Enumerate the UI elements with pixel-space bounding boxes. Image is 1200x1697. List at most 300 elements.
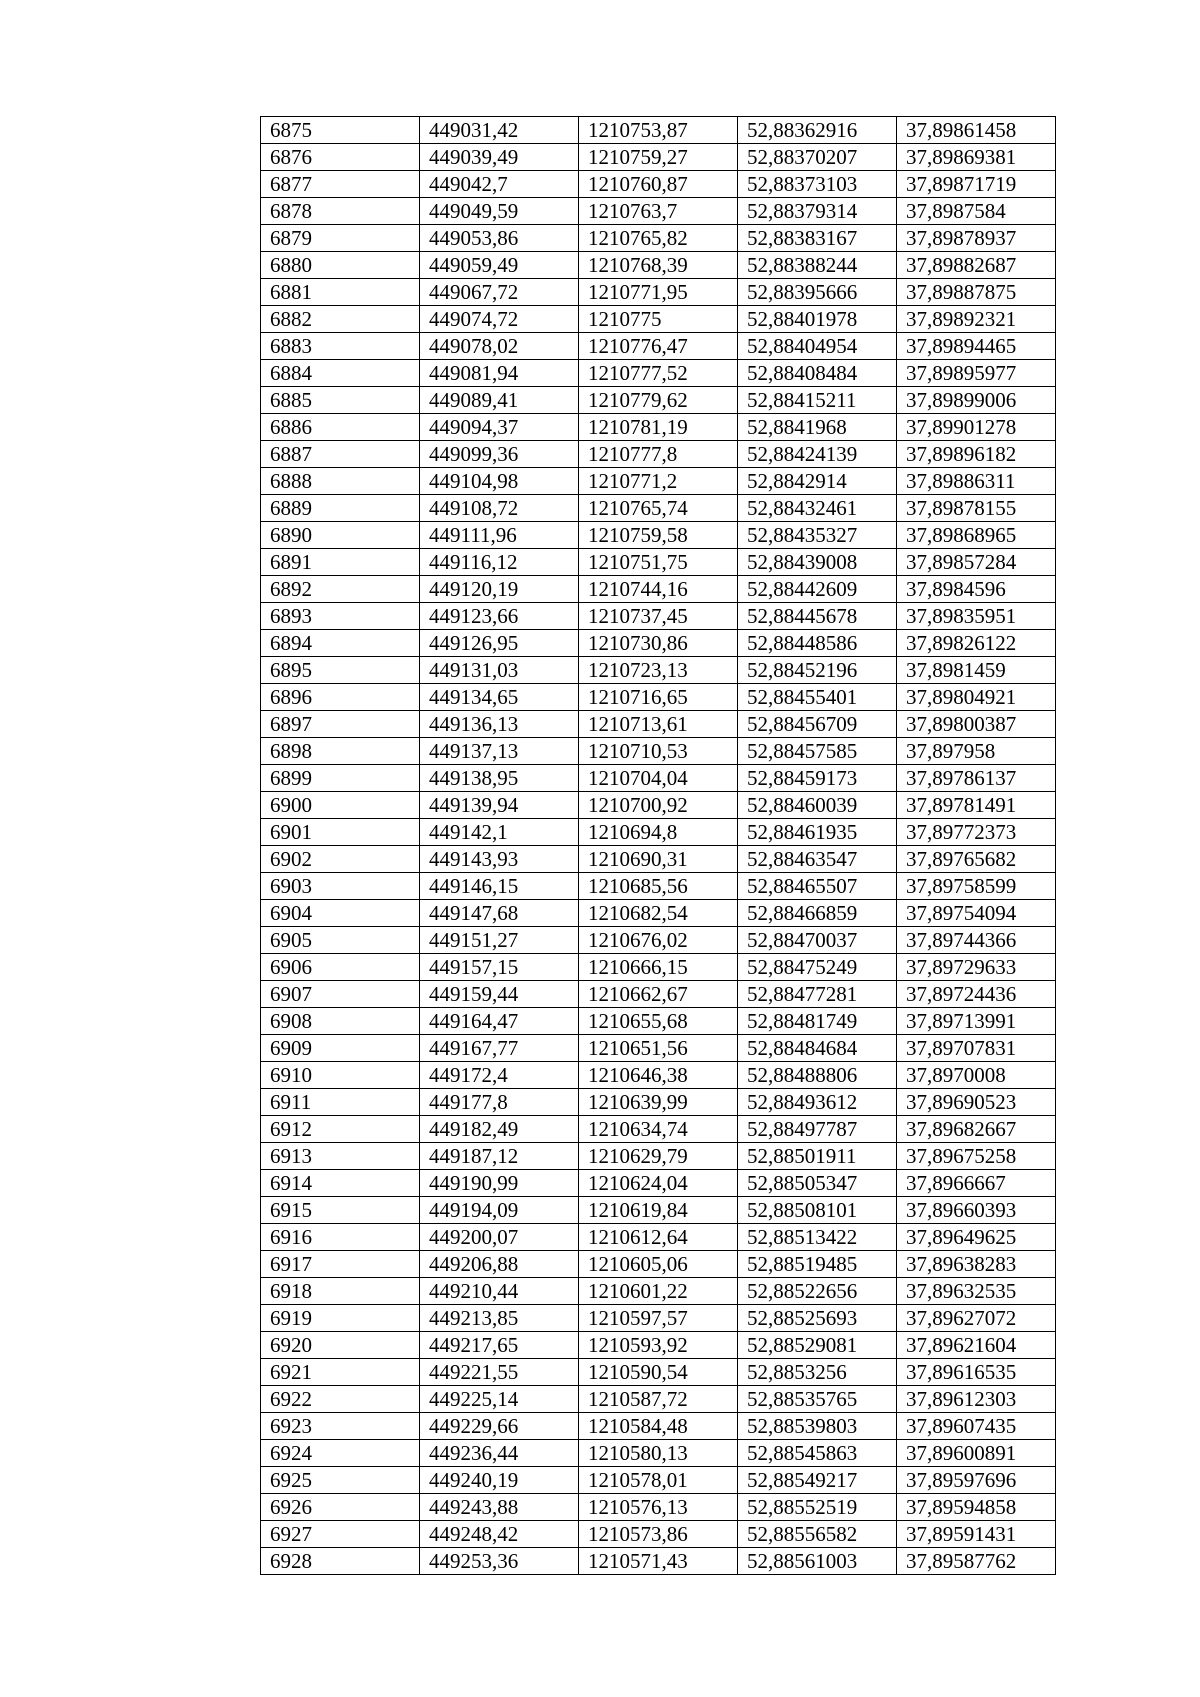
latitude-cell: 52,88529081 (738, 1332, 897, 1359)
longitude-cell: 37,8966667 (897, 1170, 1056, 1197)
point-number-cell: 6909 (261, 1035, 420, 1062)
latitude-cell: 52,88513422 (738, 1224, 897, 1251)
y-coordinate-cell: 1210763,7 (579, 198, 738, 225)
x-coordinate-cell: 449104,98 (420, 468, 579, 495)
point-number-cell: 6884 (261, 360, 420, 387)
longitude-cell: 37,89772373 (897, 819, 1056, 846)
point-number-cell: 6906 (261, 954, 420, 981)
table-row (261, 1305, 1056, 1332)
point-number-cell: 6927 (261, 1521, 420, 1548)
longitude-cell: 37,89861458 (897, 117, 1056, 144)
y-coordinate-cell: 1210730,86 (579, 630, 738, 657)
point-number-cell: 6916 (261, 1224, 420, 1251)
x-coordinate-cell: 449217,65 (420, 1332, 579, 1359)
table-row (261, 1251, 1056, 1278)
point-number-cell: 6922 (261, 1386, 420, 1413)
latitude-cell: 52,88457585 (738, 738, 897, 765)
x-coordinate-cell: 449053,86 (420, 225, 579, 252)
y-coordinate-cell: 1210690,31 (579, 846, 738, 873)
table-row (261, 360, 1056, 387)
latitude-cell: 52,88439008 (738, 549, 897, 576)
y-coordinate-cell: 1210655,68 (579, 1008, 738, 1035)
table-row (261, 333, 1056, 360)
y-coordinate-cell: 1210590,54 (579, 1359, 738, 1386)
point-number-cell: 6920 (261, 1332, 420, 1359)
longitude-cell: 37,89729633 (897, 954, 1056, 981)
latitude-cell: 52,88539803 (738, 1413, 897, 1440)
point-number-cell: 6926 (261, 1494, 420, 1521)
table-row (261, 1413, 1056, 1440)
point-number-cell: 6895 (261, 657, 420, 684)
x-coordinate-cell: 449108,72 (420, 495, 579, 522)
table-row (261, 1035, 1056, 1062)
point-number-cell: 6897 (261, 711, 420, 738)
longitude-cell: 37,89638283 (897, 1251, 1056, 1278)
latitude-cell: 52,88525693 (738, 1305, 897, 1332)
table-row (261, 765, 1056, 792)
longitude-cell: 37,89878155 (897, 495, 1056, 522)
point-number-cell: 6928 (261, 1548, 420, 1575)
y-coordinate-cell: 1210573,86 (579, 1521, 738, 1548)
x-coordinate-cell: 449253,36 (420, 1548, 579, 1575)
longitude-cell: 37,89754094 (897, 900, 1056, 927)
x-coordinate-cell: 449147,68 (420, 900, 579, 927)
table-row (261, 1278, 1056, 1305)
latitude-cell: 52,88470037 (738, 927, 897, 954)
y-coordinate-cell: 1210759,27 (579, 144, 738, 171)
latitude-cell: 52,88415211 (738, 387, 897, 414)
latitude-cell: 52,88488806 (738, 1062, 897, 1089)
point-number-cell: 6885 (261, 387, 420, 414)
x-coordinate-cell: 449146,15 (420, 873, 579, 900)
table-row (261, 522, 1056, 549)
x-coordinate-cell: 449167,77 (420, 1035, 579, 1062)
latitude-cell: 52,88452196 (738, 657, 897, 684)
y-coordinate-cell: 1210587,72 (579, 1386, 738, 1413)
table-row (261, 171, 1056, 198)
table-row (261, 1332, 1056, 1359)
point-number-cell: 6925 (261, 1467, 420, 1494)
point-number-cell: 6887 (261, 441, 420, 468)
longitude-cell: 37,89868965 (897, 522, 1056, 549)
table-row (261, 306, 1056, 333)
point-number-cell: 6915 (261, 1197, 420, 1224)
table-row (261, 1224, 1056, 1251)
table-row (261, 684, 1056, 711)
x-coordinate-cell: 449182,49 (420, 1116, 579, 1143)
y-coordinate-cell: 1210759,58 (579, 522, 738, 549)
y-coordinate-cell: 1210765,74 (579, 495, 738, 522)
longitude-cell: 37,89600891 (897, 1440, 1056, 1467)
longitude-cell: 37,89781491 (897, 792, 1056, 819)
point-number-cell: 6877 (261, 171, 420, 198)
latitude-cell: 52,88481749 (738, 1008, 897, 1035)
longitude-cell: 37,897958 (897, 738, 1056, 765)
x-coordinate-cell: 449190,99 (420, 1170, 579, 1197)
longitude-cell: 37,89892321 (897, 306, 1056, 333)
y-coordinate-cell: 1210765,82 (579, 225, 738, 252)
x-coordinate-cell: 449210,44 (420, 1278, 579, 1305)
x-coordinate-cell: 449123,66 (420, 603, 579, 630)
x-coordinate-cell: 449157,15 (420, 954, 579, 981)
x-coordinate-cell: 449159,44 (420, 981, 579, 1008)
point-number-cell: 6914 (261, 1170, 420, 1197)
longitude-cell: 37,89627072 (897, 1305, 1056, 1332)
table-row (261, 252, 1056, 279)
y-coordinate-cell: 1210584,48 (579, 1413, 738, 1440)
table-row (261, 1008, 1056, 1035)
longitude-cell: 37,89786137 (897, 765, 1056, 792)
latitude-cell: 52,88442609 (738, 576, 897, 603)
point-number-cell: 6875 (261, 117, 420, 144)
longitude-cell: 37,89800387 (897, 711, 1056, 738)
x-coordinate-cell: 449236,44 (420, 1440, 579, 1467)
point-number-cell: 6905 (261, 927, 420, 954)
longitude-cell: 37,89878937 (897, 225, 1056, 252)
latitude-cell: 52,88395666 (738, 279, 897, 306)
x-coordinate-cell: 449099,36 (420, 441, 579, 468)
longitude-cell: 37,89804921 (897, 684, 1056, 711)
latitude-cell: 52,88448586 (738, 630, 897, 657)
longitude-cell: 37,89896182 (897, 441, 1056, 468)
x-coordinate-cell: 449172,4 (420, 1062, 579, 1089)
latitude-cell: 52,88561003 (738, 1548, 897, 1575)
x-coordinate-cell: 449116,12 (420, 549, 579, 576)
y-coordinate-cell: 1210751,75 (579, 549, 738, 576)
y-coordinate-cell: 1210737,45 (579, 603, 738, 630)
latitude-cell: 52,88477281 (738, 981, 897, 1008)
y-coordinate-cell: 1210605,06 (579, 1251, 738, 1278)
x-coordinate-cell: 449134,65 (420, 684, 579, 711)
y-coordinate-cell: 1210571,43 (579, 1548, 738, 1575)
longitude-cell: 37,89887875 (897, 279, 1056, 306)
longitude-cell: 37,89632535 (897, 1278, 1056, 1305)
y-coordinate-cell: 1210723,13 (579, 657, 738, 684)
x-coordinate-cell: 449067,72 (420, 279, 579, 306)
latitude-cell: 52,88459173 (738, 765, 897, 792)
y-coordinate-cell: 1210634,74 (579, 1116, 738, 1143)
longitude-cell: 37,89765682 (897, 846, 1056, 873)
table-row (261, 630, 1056, 657)
latitude-cell: 52,88493612 (738, 1089, 897, 1116)
point-number-cell: 6902 (261, 846, 420, 873)
longitude-cell: 37,8984596 (897, 576, 1056, 603)
y-coordinate-cell: 1210666,15 (579, 954, 738, 981)
longitude-cell: 37,89607435 (897, 1413, 1056, 1440)
y-coordinate-cell: 1210760,87 (579, 171, 738, 198)
point-number-cell: 6876 (261, 144, 420, 171)
y-coordinate-cell: 1210593,92 (579, 1332, 738, 1359)
point-number-cell: 6890 (261, 522, 420, 549)
point-number-cell: 6904 (261, 900, 420, 927)
point-number-cell: 6918 (261, 1278, 420, 1305)
y-coordinate-cell: 1210775 (579, 306, 738, 333)
y-coordinate-cell: 1210704,04 (579, 765, 738, 792)
latitude-cell: 52,88556582 (738, 1521, 897, 1548)
point-number-cell: 6880 (261, 252, 420, 279)
point-number-cell: 6924 (261, 1440, 420, 1467)
table-row (261, 981, 1056, 1008)
y-coordinate-cell: 1210781,19 (579, 414, 738, 441)
x-coordinate-cell: 449143,93 (420, 846, 579, 873)
table-row (261, 1062, 1056, 1089)
table-row (261, 1521, 1056, 1548)
latitude-cell: 52,8841968 (738, 414, 897, 441)
latitude-cell: 52,88401978 (738, 306, 897, 333)
latitude-cell: 52,88404954 (738, 333, 897, 360)
table-row (261, 792, 1056, 819)
y-coordinate-cell: 1210662,67 (579, 981, 738, 1008)
y-coordinate-cell: 1210597,57 (579, 1305, 738, 1332)
table-row (261, 603, 1056, 630)
latitude-cell: 52,88456709 (738, 711, 897, 738)
point-number-cell: 6891 (261, 549, 420, 576)
table-row (261, 144, 1056, 171)
latitude-cell: 52,88435327 (738, 522, 897, 549)
latitude-cell: 52,88461935 (738, 819, 897, 846)
point-number-cell: 6879 (261, 225, 420, 252)
table-row (261, 468, 1056, 495)
longitude-cell: 37,89682667 (897, 1116, 1056, 1143)
point-number-cell: 6892 (261, 576, 420, 603)
longitude-cell: 37,89660393 (897, 1197, 1056, 1224)
y-coordinate-cell: 1210601,22 (579, 1278, 738, 1305)
y-coordinate-cell: 1210776,47 (579, 333, 738, 360)
table-row (261, 1170, 1056, 1197)
x-coordinate-cell: 449206,88 (420, 1251, 579, 1278)
x-coordinate-cell: 449039,49 (420, 144, 579, 171)
table-row (261, 117, 1056, 144)
point-number-cell: 6893 (261, 603, 420, 630)
table-row (261, 414, 1056, 441)
x-coordinate-cell: 449059,49 (420, 252, 579, 279)
longitude-cell: 37,89899006 (897, 387, 1056, 414)
table-row (261, 1116, 1056, 1143)
longitude-cell: 37,89826122 (897, 630, 1056, 657)
longitude-cell: 37,89871719 (897, 171, 1056, 198)
point-number-cell: 6881 (261, 279, 420, 306)
y-coordinate-cell: 1210576,13 (579, 1494, 738, 1521)
x-coordinate-cell: 449248,42 (420, 1521, 579, 1548)
x-coordinate-cell: 449164,47 (420, 1008, 579, 1035)
latitude-cell: 52,88475249 (738, 954, 897, 981)
latitude-cell: 52,88373103 (738, 171, 897, 198)
y-coordinate-cell: 1210779,62 (579, 387, 738, 414)
longitude-cell: 37,89713991 (897, 1008, 1056, 1035)
y-coordinate-cell: 1210651,56 (579, 1035, 738, 1062)
latitude-cell: 52,88505347 (738, 1170, 897, 1197)
x-coordinate-cell: 449081,94 (420, 360, 579, 387)
longitude-cell: 37,89621604 (897, 1332, 1056, 1359)
longitude-cell: 37,89616535 (897, 1359, 1056, 1386)
table-row (261, 657, 1056, 684)
latitude-cell: 52,88362916 (738, 117, 897, 144)
x-coordinate-cell: 449137,13 (420, 738, 579, 765)
x-coordinate-cell: 449177,8 (420, 1089, 579, 1116)
longitude-cell: 37,8970008 (897, 1062, 1056, 1089)
y-coordinate-cell: 1210624,04 (579, 1170, 738, 1197)
point-number-cell: 6907 (261, 981, 420, 1008)
x-coordinate-cell: 449142,1 (420, 819, 579, 846)
point-number-cell: 6921 (261, 1359, 420, 1386)
latitude-cell: 52,88552519 (738, 1494, 897, 1521)
x-coordinate-cell: 449074,72 (420, 306, 579, 333)
latitude-cell: 52,88445678 (738, 603, 897, 630)
longitude-cell: 37,89886311 (897, 468, 1056, 495)
x-coordinate-cell: 449213,85 (420, 1305, 579, 1332)
longitude-cell: 37,89895977 (897, 360, 1056, 387)
y-coordinate-cell: 1210682,54 (579, 900, 738, 927)
x-coordinate-cell: 449243,88 (420, 1494, 579, 1521)
table-row (261, 495, 1056, 522)
point-number-cell: 6901 (261, 819, 420, 846)
x-coordinate-cell: 449120,19 (420, 576, 579, 603)
y-coordinate-cell: 1210716,65 (579, 684, 738, 711)
longitude-cell: 37,89591431 (897, 1521, 1056, 1548)
latitude-cell: 52,88379314 (738, 198, 897, 225)
latitude-cell: 52,88549217 (738, 1467, 897, 1494)
coordinates-table (260, 116, 1056, 1575)
point-number-cell: 6898 (261, 738, 420, 765)
point-number-cell: 6888 (261, 468, 420, 495)
table-row (261, 387, 1056, 414)
longitude-cell: 37,89675258 (897, 1143, 1056, 1170)
longitude-cell: 37,89587762 (897, 1548, 1056, 1575)
x-coordinate-cell: 449139,94 (420, 792, 579, 819)
table-row (261, 954, 1056, 981)
longitude-cell: 37,89594858 (897, 1494, 1056, 1521)
x-coordinate-cell: 449187,12 (420, 1143, 579, 1170)
x-coordinate-cell: 449136,13 (420, 711, 579, 738)
latitude-cell: 52,88545863 (738, 1440, 897, 1467)
latitude-cell: 52,88522656 (738, 1278, 897, 1305)
point-number-cell: 6894 (261, 630, 420, 657)
x-coordinate-cell: 449240,19 (420, 1467, 579, 1494)
table-row (261, 279, 1056, 306)
table-row (261, 1440, 1056, 1467)
y-coordinate-cell: 1210578,01 (579, 1467, 738, 1494)
longitude-cell: 37,89690523 (897, 1089, 1056, 1116)
point-number-cell: 6883 (261, 333, 420, 360)
latitude-cell: 52,88463547 (738, 846, 897, 873)
longitude-cell: 37,89857284 (897, 549, 1056, 576)
table-row (261, 900, 1056, 927)
x-coordinate-cell: 449229,66 (420, 1413, 579, 1440)
longitude-cell: 37,89707831 (897, 1035, 1056, 1062)
y-coordinate-cell: 1210619,84 (579, 1197, 738, 1224)
latitude-cell: 52,88508101 (738, 1197, 897, 1224)
longitude-cell: 37,89744366 (897, 927, 1056, 954)
table-row (261, 846, 1056, 873)
y-coordinate-cell: 1210771,95 (579, 279, 738, 306)
table-row (261, 1548, 1056, 1575)
point-number-cell: 6886 (261, 414, 420, 441)
table-row (261, 738, 1056, 765)
y-coordinate-cell: 1210700,92 (579, 792, 738, 819)
x-coordinate-cell: 449111,96 (420, 522, 579, 549)
y-coordinate-cell: 1210744,16 (579, 576, 738, 603)
longitude-cell: 37,89882687 (897, 252, 1056, 279)
longitude-cell: 37,89869381 (897, 144, 1056, 171)
point-number-cell: 6919 (261, 1305, 420, 1332)
y-coordinate-cell: 1210710,53 (579, 738, 738, 765)
table-row (261, 819, 1056, 846)
table-row (261, 576, 1056, 603)
y-coordinate-cell: 1210753,87 (579, 117, 738, 144)
point-number-cell: 6903 (261, 873, 420, 900)
longitude-cell: 37,89724436 (897, 981, 1056, 1008)
latitude-cell: 52,88519485 (738, 1251, 897, 1278)
latitude-cell: 52,88455401 (738, 684, 897, 711)
latitude-cell: 52,88383167 (738, 225, 897, 252)
longitude-cell: 37,8981459 (897, 657, 1056, 684)
y-coordinate-cell: 1210580,13 (579, 1440, 738, 1467)
table-row (261, 927, 1056, 954)
y-coordinate-cell: 1210629,79 (579, 1143, 738, 1170)
table-row (261, 1143, 1056, 1170)
x-coordinate-cell: 449078,02 (420, 333, 579, 360)
longitude-cell: 37,89894465 (897, 333, 1056, 360)
point-number-cell: 6923 (261, 1413, 420, 1440)
table-row (261, 1494, 1056, 1521)
table-row (261, 1386, 1056, 1413)
latitude-cell: 52,88370207 (738, 144, 897, 171)
y-coordinate-cell: 1210777,52 (579, 360, 738, 387)
latitude-cell: 52,88466859 (738, 900, 897, 927)
latitude-cell: 52,8853256 (738, 1359, 897, 1386)
y-coordinate-cell: 1210768,39 (579, 252, 738, 279)
point-number-cell: 6899 (261, 765, 420, 792)
longitude-cell: 37,89649625 (897, 1224, 1056, 1251)
point-number-cell: 6900 (261, 792, 420, 819)
latitude-cell: 52,88497787 (738, 1116, 897, 1143)
coordinates-table-body (261, 117, 1056, 1575)
longitude-cell: 37,89835951 (897, 603, 1056, 630)
y-coordinate-cell: 1210676,02 (579, 927, 738, 954)
table-row (261, 225, 1056, 252)
latitude-cell: 52,88460039 (738, 792, 897, 819)
longitude-cell: 37,89901278 (897, 414, 1056, 441)
x-coordinate-cell: 449194,09 (420, 1197, 579, 1224)
point-number-cell: 6911 (261, 1089, 420, 1116)
x-coordinate-cell: 449094,37 (420, 414, 579, 441)
table-row (261, 711, 1056, 738)
table-row (261, 198, 1056, 225)
longitude-cell: 37,89758599 (897, 873, 1056, 900)
x-coordinate-cell: 449131,03 (420, 657, 579, 684)
latitude-cell: 52,8842914 (738, 468, 897, 495)
y-coordinate-cell: 1210694,8 (579, 819, 738, 846)
point-number-cell: 6878 (261, 198, 420, 225)
table-row (261, 441, 1056, 468)
longitude-cell: 37,8987584 (897, 198, 1056, 225)
point-number-cell: 6912 (261, 1116, 420, 1143)
y-coordinate-cell: 1210612,64 (579, 1224, 738, 1251)
point-number-cell: 6896 (261, 684, 420, 711)
x-coordinate-cell: 449225,14 (420, 1386, 579, 1413)
y-coordinate-cell: 1210713,61 (579, 711, 738, 738)
x-coordinate-cell: 449089,41 (420, 387, 579, 414)
point-number-cell: 6910 (261, 1062, 420, 1089)
x-coordinate-cell: 449138,95 (420, 765, 579, 792)
table-row (261, 549, 1056, 576)
latitude-cell: 52,88408484 (738, 360, 897, 387)
y-coordinate-cell: 1210777,8 (579, 441, 738, 468)
latitude-cell: 52,88535765 (738, 1386, 897, 1413)
latitude-cell: 52,88484684 (738, 1035, 897, 1062)
x-coordinate-cell: 449042,7 (420, 171, 579, 198)
latitude-cell: 52,88501911 (738, 1143, 897, 1170)
